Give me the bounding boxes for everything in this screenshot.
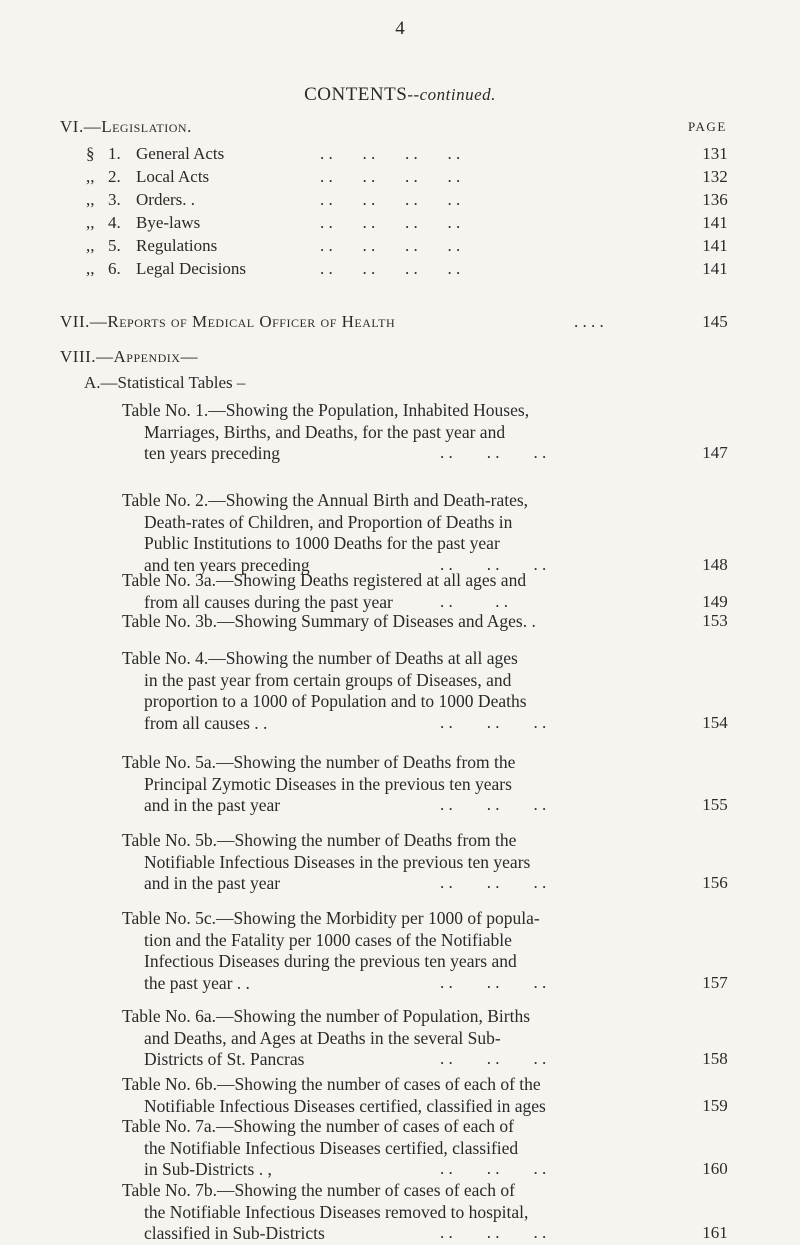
entry-line: Districts of St. Pancras	[144, 1049, 305, 1069]
page-ref: 132	[702, 167, 728, 186]
entry-line: Table No. 3b.—Showing Summary of Diseases and Ages. .	[122, 611, 536, 631]
entry-line: the Notifiable Infectious Diseases removed to hospital,	[144, 1201, 529, 1222]
page-ref: 149	[702, 591, 728, 611]
title-text: CONTENTS	[304, 84, 408, 105]
section-mark: §	[86, 144, 95, 163]
page-column-header: PAGE	[688, 119, 727, 134]
entry-line: Table No. 5a.—Showing the number of Deaths from the	[122, 752, 516, 772]
entry-line: and in the past year	[144, 795, 281, 815]
table-entry	[122, 490, 682, 576]
item-number: 2.	[108, 167, 121, 186]
page-ref: 148	[702, 554, 728, 574]
entry-line: classified in Sub-Districts	[144, 1223, 325, 1243]
page-ref: 141	[702, 259, 728, 278]
leader-dots: . . . . . .	[440, 1223, 547, 1242]
section-mark: ,,	[86, 259, 95, 278]
entry-line: Table No. 5c.—Showing the Morbidity per 1000 of popula-	[122, 908, 540, 928]
entry-line: Infectious Diseases during the previous ten years and	[144, 951, 517, 971]
entry-line: Marriages, Births, and Deaths, for the past year and	[144, 421, 506, 442]
leader-dots: . . . . . . . .	[320, 236, 461, 255]
item-number: 1.	[108, 144, 121, 163]
leader-dots: . . . .	[574, 312, 604, 331]
table-entry	[122, 611, 682, 633]
page-ref: 159	[702, 1095, 728, 1115]
leader-dots: . . . . . . . .	[320, 144, 461, 163]
item-number: 4.	[108, 213, 121, 232]
table-entry	[122, 908, 682, 994]
table-entry	[122, 830, 682, 895]
page-ref: 153	[702, 611, 728, 630]
page-ref: 147	[702, 443, 728, 462]
item-number: 3.	[108, 190, 121, 209]
entry-line: in Sub-Districts . ,	[144, 1159, 272, 1179]
entry-line: Notifiable Infectious Diseases in the previous ten years	[144, 851, 531, 872]
entry-line: Principal Zymotic Diseases in the previous ten years	[144, 773, 512, 794]
page-ref: 160	[702, 1159, 728, 1178]
item-label: Legal Decisions	[136, 259, 246, 278]
entry-line: ten years preceding	[144, 443, 281, 463]
item-label: Bye-laws	[136, 213, 201, 232]
page-number: 4	[395, 18, 405, 39]
entry-line: Table No. 6a.—Showing the number of Population, Births	[122, 1006, 531, 1026]
subsection-statistical-tables: A.—Statistical Tables –	[84, 373, 246, 392]
page-ref: 155	[702, 795, 728, 814]
entry-line: and ten years preceding	[144, 554, 310, 575]
item-label: General Acts	[136, 144, 225, 163]
section-mark: ,,	[86, 236, 95, 255]
section-mark: ,,	[86, 190, 95, 209]
section-heading-legislation: VI.—Legislation.	[60, 117, 192, 136]
section-heading-appendix: VIII.—Appendix—	[60, 347, 198, 366]
leader-dots: . . . . . . . .	[320, 213, 461, 232]
table-entry	[122, 648, 682, 734]
entry-line: Table No. 7b.—Showing the number of cases of each of	[122, 1180, 515, 1200]
entry-line: tion and the Fatality per 1000 cases of the Notifiable	[144, 929, 512, 950]
entry-line: and in the past year	[144, 873, 281, 893]
table-entry	[122, 752, 682, 817]
leader-dots: . . . . . .	[440, 712, 547, 732]
table-entry	[122, 1180, 682, 1245]
page-ref: 141	[702, 213, 728, 232]
page-ref: 141	[702, 236, 728, 255]
item-number: 6.	[108, 259, 121, 278]
table-entry	[122, 400, 682, 465]
leader-dots: . . . . . .	[440, 972, 547, 992]
leader-dots: . . . .	[440, 591, 508, 611]
table-entry	[122, 1116, 682, 1181]
leader-dots: . . . . . .	[440, 1159, 547, 1178]
entry-line: Table No. 7a.—Showing the number of cases of each of	[122, 1116, 514, 1136]
entry-line: Public Institutions to 1000 Deaths for the past year	[144, 533, 500, 553]
title-suffix: --continued.	[407, 85, 496, 104]
entry-line: the past year . .	[144, 972, 250, 993]
entry-line: the Notifiable Infectious Diseases certified, classified	[144, 1137, 519, 1158]
item-label: Orders. .	[136, 190, 196, 209]
page-ref: 136	[702, 190, 728, 209]
entry-line: Table No. 2.—Showing the Annual Birth and Death-rates,	[122, 490, 529, 510]
entry-line: and Deaths, and Ages at Deaths in the several Sub-	[144, 1027, 501, 1048]
page-ref: 158	[702, 1049, 728, 1068]
leader-dots: . . . . . .	[440, 554, 547, 574]
leader-dots: . . . . . .	[440, 1049, 547, 1068]
leader-dots: . . . . . .	[440, 873, 547, 892]
entry-line: proportion to a 1000 of Population and to 1000 Deaths	[144, 691, 527, 711]
section-heading-reports: VII.—Reports of Medical Officer of Health	[60, 312, 396, 331]
entry-line: in the past year from certain groups of Diseases, and	[144, 669, 512, 690]
item-label: Local Acts	[136, 167, 210, 186]
contents-title	[0, 84, 800, 106]
page-ref: 145	[702, 312, 728, 331]
entry-line: Table No. 6b.—Showing the number of cases of each of the	[122, 1074, 541, 1094]
leader-dots: . . . . . . . .	[320, 167, 461, 186]
entry-line: Table No. 4.—Showing the number of Deaths at all ages	[122, 648, 518, 668]
table-entry	[122, 570, 682, 613]
item-number: 5.	[108, 236, 121, 255]
entry-line: from all causes during the past year	[144, 591, 393, 612]
table-entry	[122, 1074, 682, 1117]
entry-line: Table No. 5b.—Showing the number of Deaths from the	[122, 830, 517, 850]
entry-line: from all causes . .	[144, 712, 268, 733]
leader-dots: . . . . . .	[440, 795, 547, 814]
item-label: Regulations	[136, 236, 218, 255]
page-ref: 161	[702, 1223, 728, 1242]
leader-dots: . . . . . . . .	[320, 190, 461, 209]
entry-line: Table No. 3a.—Showing Deaths registered at all ages and	[122, 570, 527, 590]
entry-line: Death-rates of Children, and Proportion of Deaths in	[144, 511, 513, 532]
entry-line: Table No. 1.—Showing the Population, Inhabited Houses,	[122, 400, 530, 420]
page-ref: 131	[702, 144, 728, 163]
table-entry	[122, 1006, 682, 1071]
page-ref: 156	[702, 873, 728, 892]
entry-line: Notifiable Infectious Diseases certified, classified in ages	[144, 1095, 546, 1116]
leader-dots: . . . . . . . .	[320, 259, 461, 278]
page-ref: 154	[702, 712, 728, 732]
section-mark: ,,	[86, 167, 95, 186]
page-ref: 157	[702, 972, 728, 992]
leader-dots: . . . . . .	[440, 443, 547, 462]
section-mark: ,,	[86, 213, 95, 232]
